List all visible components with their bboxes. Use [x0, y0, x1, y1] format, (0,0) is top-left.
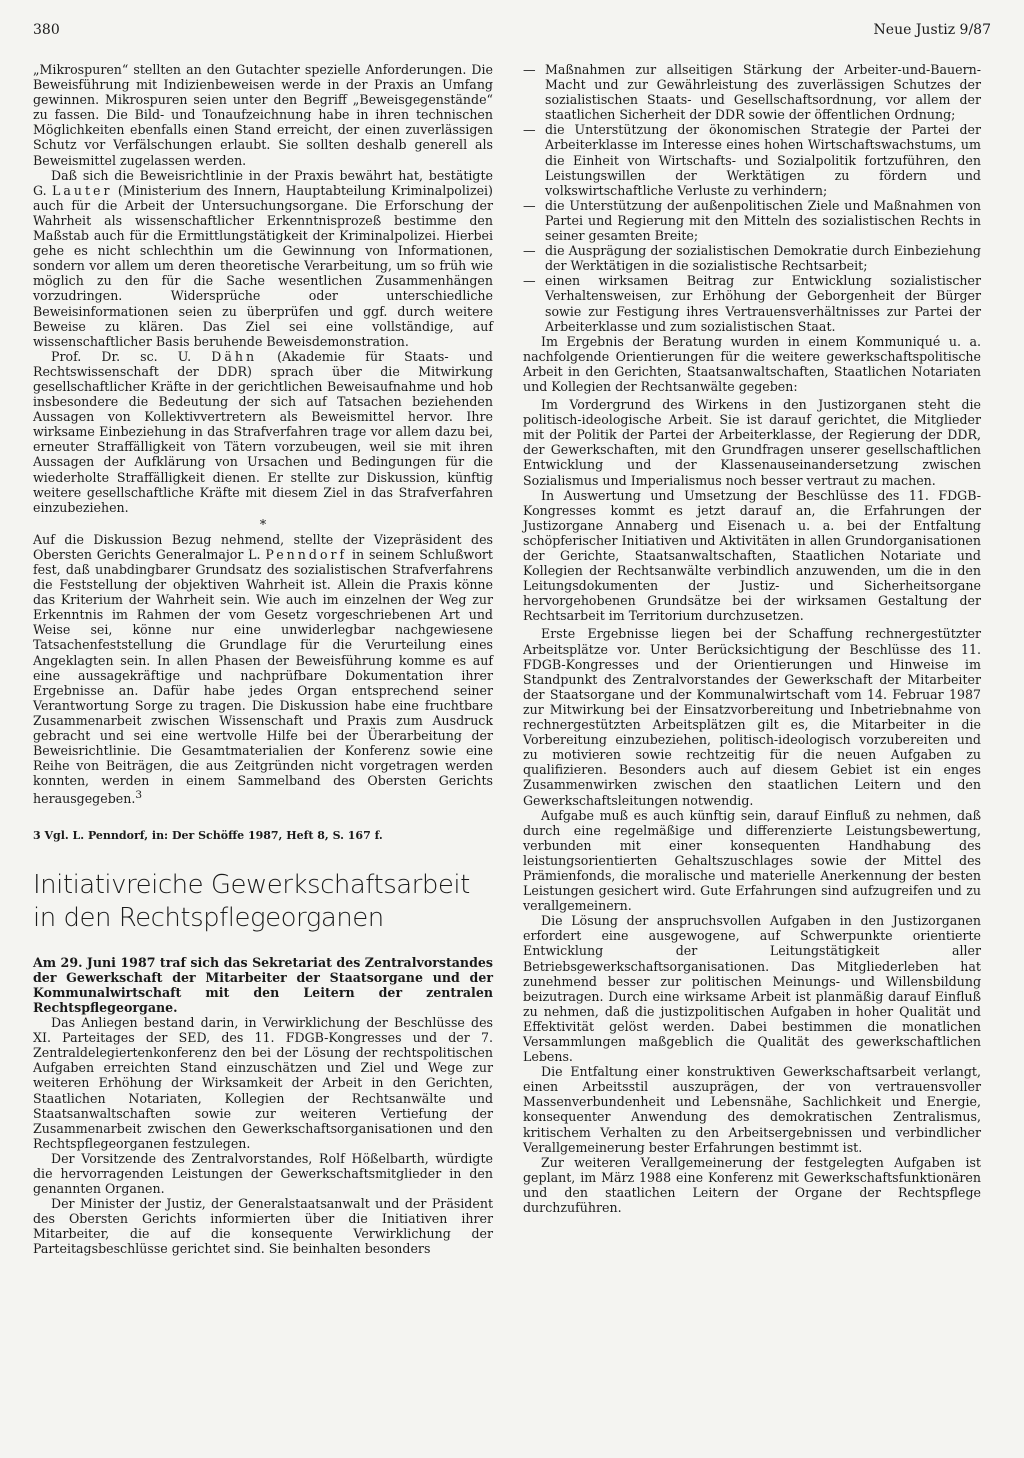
- article-paragraph: Zur weiteren Verallgemeinerung der festgelegten Aufgaben ist geplant, im März 1988 eine Konferenz mit Gewerkschaftsfunktionären und den staatlichen Leitern der Organe der Rechtspflege durchzuführen.: [523, 1154, 981, 1216]
- footnote-reference: 3: [135, 789, 143, 802]
- penndorf-text-before: Auf die Diskussion Bezug nehmend, stellte der Vizepräsident des Obersten Gerichts Generalmajor L.: [33, 531, 493, 562]
- list-item: — Maßnahmen zur allseitigen Stärkung der Arbeiter-und-Bauern-Macht und zur Gewährleistung des zuverlässigen Schutzes der sozialistischen Staats- und Gesellschaftsordnung, vor allem der staatlichen Sicherheit der DDR sowie der öffentlichen Ordnung;: [523, 62, 981, 122]
- article-intro: Am 29. Juni 1987 traf sich das Sekretariat des Zentralvorstandes der Gewerkschaft der Mitarbeiter der Staatsorgane und der Kommunalwirtschaft mit den Leitern der zentralen Rechtspflegeorgane.: [33, 954, 493, 1015]
- article-paragraph: Die Lösung der anspruchsvollen Aufgaben in den Justizorganen erfordert eine ausgewogene, auf Schwerpunkte orientierte Entwicklung der Leitungstätigkeit aller Betriebsgewerkschaftsorganisationen. Das Mitgliederleben hat zunehmend besser zur politischen Meinungs- und Willensbildung beizutragen. Durch eine wirksame Arbeit ist planmäßig darauf Einfluß zu nehmen, daß die justizpolitischen Aufgaben in hoher Qualität und Effektivität gelöst werden. Dabei bestimmen die monatlichen Versammlungen maßgeblich die Qualität des gewerkschaftlichen Lebens.: [523, 913, 981, 1065]
- lauter-text-after: (Ministerium des Innern, Hauptabteilung Kriminalpolizei) auch für die Arbeit der Untersuchungsorgane. Die Erforschung der Wahrheit als wissenschaftlicher Erkenntnisprozeß bestimme den Maßstab auch für die Ermittlungstätigkeit der Kriminalpolizei. Hierbei gehe es nicht schlechthin um die Gewinnung von Informationen, sondern vor allem um deren theoretische Verarbeitung, um so früh wie möglich zu den für die Sache wesentlichen Zusammenhängen vorzudringen. Widersprüche oder unterschiedliche Beweisinformationen seien zu überprüfen und ggf. durch weitere Beweise zu klären. Das Ziel sei eine vollständige, auf wissenschaftlicher Basis beruhende Beweisdemonstration.: [33, 182, 493, 349]
- paragraph-penndorf: [33, 532, 493, 807]
- speaker-name-lauter: Lauter: [51, 182, 113, 198]
- article-paragraph: Im Vordergrund des Wirkens in den Justizorganen steht die politisch-ideologische Arbeit. Sie ist darauf gerichtet, die Mitglieder mit der Politik der Partei der Arbeiterklasse, der Regierung der DDR, der Gewerkschaften, mit den Grundfragen unserer gesellschaftlichen Entwicklung und der Klassenauseinandersetzung zwischen Sozialismus und Imperialismus noch besser vertraut zu machen.: [523, 397, 981, 488]
- left-column: [33, 62, 493, 1257]
- article-title-line-1: Initiativreiche Gewerkschaftsarbeit: [33, 869, 470, 900]
- article-paragraph: Aufgabe muß es auch künftig sein, darauf Einfluß zu nehmen, daß durch eine regelmäßige und differenzierte Leistungsbewertung, verbunden mit einer konsequenten Handhabung des leistungsorientierten Gehaltszuschlages sowie der Mittel des Prämienfonds, die moralische und materielle Anerkennung der besten Leistungen gesichert wird. Gute Erfahrungen sind aufzugreifen und zu verallgemeinern.: [523, 807, 981, 914]
- article-title-line-2: in den Rechtspflegeorganen: [33, 902, 384, 933]
- list-item: — die Ausprägung der sozialistischen Demokratie durch Einbeziehung der Werktätigen in die sozialistische Rechtsarbeit;: [523, 243, 981, 273]
- article-paragraph: Der Vorsitzende des Zentralvorstandes, Rolf Hößelbarth, würdigte die hervorragenden Leistungen der Gewerkschaftsmitglieder in den genannten Organen.: [33, 1150, 493, 1197]
- initiatives-list: [523, 62, 981, 334]
- lauter-text-before: Daß sich die Beweisrichtlinie in der Praxis bewährt hat, bestätigte G.: [33, 167, 493, 198]
- section-separator: *: [259, 516, 267, 532]
- list-item: — einen wirksamen Beitrag zur Entwicklung sozialistischer Verhaltensweisen, zur Erhöhung der Geborgenheit der Bürger sowie zur Festigung ihres Vertrauensverhältnisses zur Partei der Arbeiterklasse und zum sozialistischen Staat.: [523, 273, 981, 333]
- speaker-name-daehn: Dähn: [211, 348, 258, 364]
- article-paragraph: Erste Ergebnisse liegen bei der Schaffung rechnergestützter Arbeitsplätze vor. Unter Berücksichtigung der Beschlüsse des 11. FDGB-Kongresses und der Orientierungen und Hinweise im Standpunkt des Zentralvorstandes der Gewerkschaft der Mitarbeiter der Staatsorgane und der Kommunalwirtschaft vom 14. Februar 1987 zur Mitwirkung bei der Einsatzvorbereitung und Inbetriebnahme von rechnergestützten Arbeitsplätzen gilt es, die Mitarbeiter in die Vorbereitung einzubeziehen, politisch-ideologisch vorzubereiten und zu motivieren sowie rechtzeitig für die neuen Aufgaben zu qualifizieren. Besonders auch auf diesem Gebiet ist ein enges Zusammenwirken zwischen den staatlichen Leitern und den Gewerkschaftsleitungen notwendig.: [523, 626, 981, 808]
- page-number: 380: [33, 22, 60, 38]
- article-paragraph: Im Ergebnis der Beratung wurden in einem Kommuniqué u. a. nachfolgende Orientierungen für die weitere gewerkschaftspolitische Arbeit in den Gerichten, Staatsanwaltschaften, Staatlichen Notariaten und Kollegien der Rechtsanwälte gegeben:: [523, 333, 981, 394]
- article-title: [33, 869, 493, 935]
- paragraph-mikrospuren: „Mikrospuren“ stellten an den Gutachter spezielle Anforderungen. Die Beweisführung mit Indizienbeweisen werde in der Praxis an Umfang gewinnen. Mikrospuren seien unter den Begriff „Beweisgegenstände“ zu fassen. Die Bild- und Tonaufzeichnung habe in ihren technischen Möglichkeiten ebenfalls einen Stand erreicht, der einen zuverlässigen Schutz vor Verfälschungen erlaubt. Sie sollten deshalb generell als Beweismittel zugelassen werden.: [33, 62, 493, 168]
- article-paragraph: Der Minister der Justiz, der Generalstaatsanwalt und der Präsident des Obersten Gerichts informierten über die Initiativen ihrer Mitarbeiter, die auf die konsequente Verwirklichung der Parteitagsbeschlüsse gerichtet sind. Sie beinhalten besonders: [33, 1196, 493, 1257]
- penndorf-text-after: in seinem Schlußwort fest, daß unabdingbarer Grundsatz des sozialistischen Strafverfahrens die Feststellung der objektiven Wahrheit ist. Allein die Praxis könne das Kriterium der Wahrheit sein. Wie auch im einzelnen der Weg zur Erkenntnis im Rahmen der vom Gesetz vorgeschriebenen Art und Weise sei, könne nur eine unwiderlegbar nachgewiesene Tatsachenfeststellung die Grundlage für die Verurteilung eines Angeklagten sein. In allen Phasen der Beweisführung komme es auf eine aussagekräftige und nachprüfbare Dokumentation ihrer Ergebnisse an. Dafür habe jedes Organ entsprechend seiner Verantwortung Sorge zu tragen. Die Diskussion habe eine fruchtbare Zusammenarbeit zwischen Wissenschaft und Praxis zum Ausdruck gebracht und sei eine wertvolle Hilfe bei der Überarbeitung der Beweisrichtlinie. Die Gesamtmaterialien der Konferenz sowie eine Reihe von Beiträgen, die aus Zeitgründen nicht vorgetragen werden konnten, werden in einem Sammelband des Obersten Gerichts herausgegeben.: [33, 546, 493, 807]
- article-paragraph: Das Anliegen bestand darin, in Verwirklichung der Beschlüsse des XI. Parteitages der SED, des 11. FDGB-Kongresses und der 7. Zentraldelegiertenkonferenz den bei der Lösung der rechtspolitischen Aufgaben erreichten Stand einzuschätzen und Ziel und Wege zur weiteren Erhöhung der Wirksamkeit der Arbeit in den Gerichten, Staatlichen Notariaten, Kollegien der Rechtsanwälte und Staatsanwaltschaften sowie zur weiteren Vertiefung der Zusammenarbeit zwischen den Gewerkschaftsorganisationen und den Rechtspflegeorganen festzulegen.: [33, 1015, 493, 1151]
- list-item: — die Unterstützung der ökonomischen Strategie der Partei der Arbeiterklasse im Interesse eines hohen Wirtschaftswachstums, um die Einheit von Wirtschafts- und Sozialpolitik fortzuführen, den Leistungswillen der Werktätigen zu fördern und volkswirtschaftliche Verluste zu verhindern;: [523, 122, 981, 197]
- daehn-text-before: Prof. Dr. sc. U.: [51, 348, 192, 364]
- paragraph-lauter: [33, 168, 493, 349]
- journal-issue: Neue Justiz 9/87: [873, 22, 991, 38]
- page-header: [33, 20, 991, 44]
- list-item: — die Unterstützung der außenpolitischen Ziele und Maßnahmen von Partei und Regierung mit den Mitteln des sozialistischen Rechts in seiner gesamten Breite;: [523, 198, 981, 243]
- speaker-name-penndorf: Penndorf: [265, 546, 348, 562]
- paragraph-daehn: [33, 349, 493, 515]
- article-paragraph: Die Entfaltung einer konstruktiven Gewerkschaftsarbeit verlangt, einen Arbeitsstil auszuprägen, der von vertrauensvoller Massenverbundenheit und Lebensnähe, Sachlichkeit und Energie, konsequenter Anwendung des demokratischen Zentralismus, kritischem Verhalten zu den Arbeitsergebnissen und verbindlicher Verallgemeinerung bester Erfahrungen bestimmt ist.: [523, 1064, 981, 1155]
- article-paragraph: In Auswertung und Umsetzung der Beschlüsse des 11. FDGB-Kongresses kommt es jetzt darauf an, die Erfahrungen der Justizorgane Annaberg und Eisenach u. a. bei der Entfaltung schöpferischer Initiativen und Aktivitäten in allen Grundorganisationen der Gerichte, Staatsanwaltschaften, Staatlichen Notariate und Kollegien der Rechtsanwälte verbindlich anzuwenden, um die in den Leitungsdokumenten der Justiz- und Sicherheitsorgane hervorgehobenen Grundsätze bei der wirksamen Gestaltung der Rechtsarbeit im Territorium durchzusetzen.: [523, 487, 981, 624]
- right-column: [523, 62, 981, 1215]
- footnote: 3 Vgl. L. Penndorf, in: Der Schöffe 1987, Heft 8, S. 167 f.: [33, 828, 383, 842]
- daehn-text-after: (Akademie für Staats- und Rechtswissenschaft der DDR) sprach über die Mitwirkung gesellschaftlicher Kräfte in der gerichtlichen Beweisaufnahme und hob insbesondere die Bedeutung der sich auf Tatsachen beziehenden Aussagen von Kollektivvertretern als Beweismittel hervor. Ihre wirksame Einbeziehung in das Strafverfahren trage vor allem dazu bei, erneuter Straffälligkeit von Tätern vorzubeugen, weil sie mit ihren Aussagen der Aufklärung von Ursachen und Bedingungen für die wiederholte Straffälligkeit dienen. Er stellte zur Diskussion, künftig weitere gesellschaftliche Kräfte mit diesem Ziel in das Strafverfahren einzubeziehen.: [33, 348, 493, 515]
